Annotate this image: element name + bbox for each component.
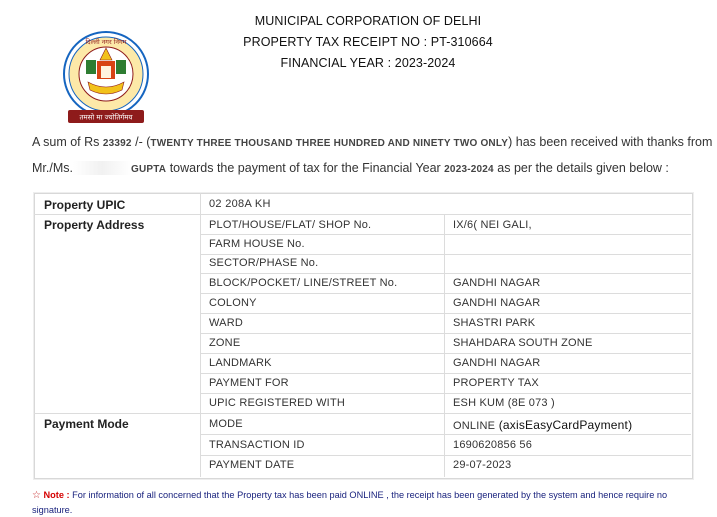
intro-text: A sum of Rs (32, 135, 103, 149)
row-value: GANDHI NAGAR (453, 357, 541, 369)
intro-line-2 (32, 161, 669, 175)
intro-text: towards the payment of tax for the Financial Year (166, 161, 445, 175)
row-label: MODE (209, 418, 243, 430)
row-label: WARD (209, 317, 243, 329)
financial-year: FINANCIAL YEAR : 2023-2024 (280, 56, 456, 70)
property-upic-value: 02 208A KH (209, 198, 271, 210)
row-label: COLONY (209, 297, 257, 309)
logo-motto: तमसो मा ज्योतिर्गमय (79, 113, 133, 122)
row-label: SECTOR/PHASE No. (209, 257, 319, 269)
note-text: For information of all concerned that the Property tax has been paid ONLINE , the receipt has been generated by the system and hence require no signature. (32, 490, 668, 515)
payment-date-value: 29-07-2023 (453, 459, 512, 471)
system-note (32, 488, 682, 517)
property-address-label: Property Address (44, 218, 145, 232)
payment-mode-value (453, 418, 632, 432)
intro-text: ) has been received with thanks from (508, 135, 713, 149)
row-label: PAYMENT DATE (209, 459, 295, 471)
row-value: PROPERTY TAX (453, 377, 539, 389)
payer-name: GUPTA (130, 164, 167, 175)
row-value: IX/6( NEI GALI, (453, 219, 532, 231)
row-value: GANDHI NAGAR (453, 297, 541, 309)
property-upic-label: Property UPIC (44, 198, 126, 212)
logo-top-text: दिल्ली नगर निगम (85, 38, 127, 46)
row-label: TRANSACTION ID (209, 439, 305, 451)
row-value: SHAHDARA SOUTH ZONE (453, 337, 593, 349)
receipt-number: PROPERTY TAX RECEIPT NO : PT-310664 (243, 35, 493, 49)
note-label: Note : (43, 490, 70, 500)
intro-text: /- ( (131, 135, 151, 149)
org-title: MUNICIPAL CORPORATION OF DELHI (254, 14, 482, 28)
mcd-logo (60, 30, 152, 126)
amount: 23392 (102, 138, 132, 149)
details-table (34, 193, 693, 479)
row-value: GANDHI NAGAR (453, 277, 541, 289)
row-label: BLOCK/POCKET/ LINE/STREET No. (209, 277, 398, 289)
row-label: ZONE (209, 337, 241, 349)
transaction-id-value: 1690620856 56 (453, 439, 533, 451)
row-label: FARM HOUSE No. (209, 238, 305, 250)
intro-line-1 (32, 135, 712, 149)
intro-fy: 2023-2024 (444, 164, 494, 175)
intro-text: as per the details given below : (493, 161, 669, 175)
salutation: Mr./Ms. (32, 161, 73, 175)
row-label: PLOT/HOUSE/FLAT/ SHOP No. (209, 219, 372, 231)
row-label: LANDMARK (209, 357, 272, 369)
row-value: ESH KUM (8E 073 ) (453, 397, 555, 409)
mode-gateway: (axisEasyCardPayment) (495, 418, 633, 432)
row-label: UPIC REGISTERED WITH (209, 397, 346, 409)
amount-in-words: TWENTY THREE THOUSAND THREE HUNDRED AND NINETY TWO ONLY (150, 138, 509, 149)
mode-value: ONLINE (453, 420, 496, 432)
payment-mode-label: Payment Mode (44, 417, 129, 431)
row-value: SHASTRI PARK (453, 317, 536, 329)
star-icon: ☆ (32, 490, 41, 501)
row-label: PAYMENT FOR (209, 377, 289, 389)
